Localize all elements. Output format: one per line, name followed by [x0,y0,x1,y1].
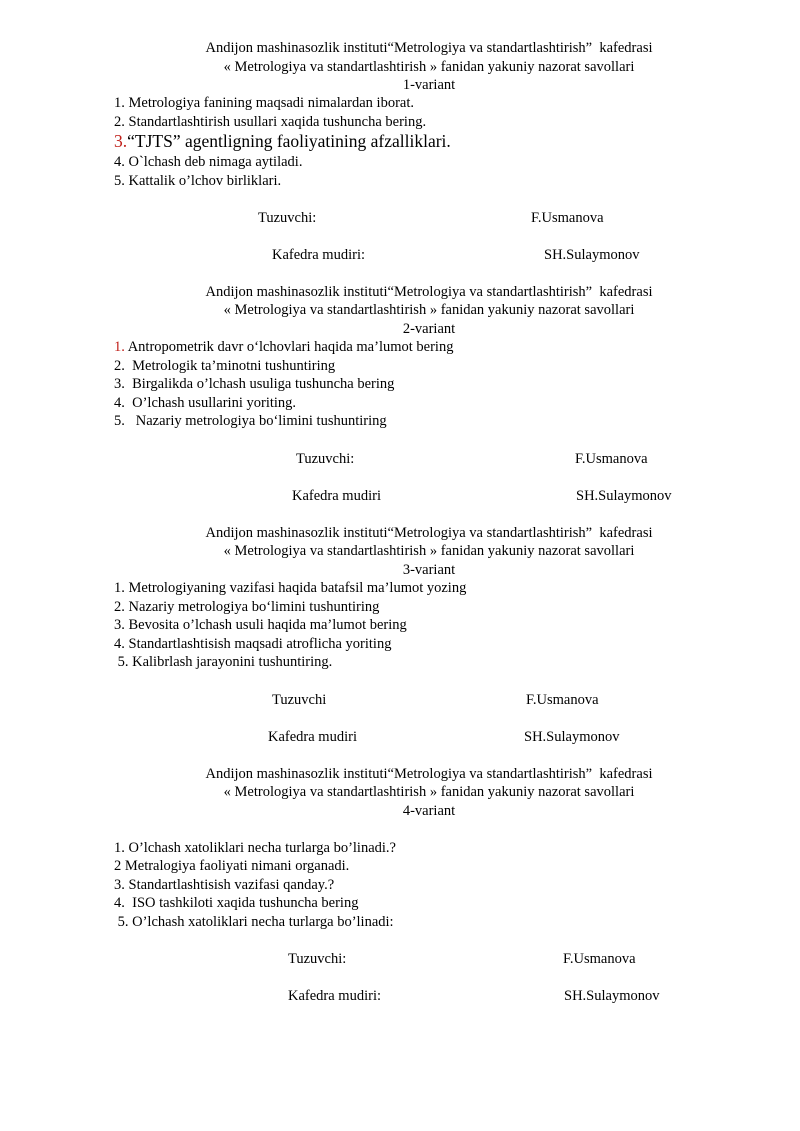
question-item [114,894,358,912]
question-text: Kattalik o’lchov birliklari. [124,173,282,189]
question-number: 4. [114,154,125,170]
question-item [114,94,414,112]
question-item [114,579,466,597]
question-number: 3. [114,131,128,151]
question-text: Metralogiya faoliyati nimani organadi. [121,858,350,874]
question-number: 5. [114,413,125,429]
question-text: Birgalikda o’lchash usuliga tushuncha bering [124,376,395,392]
question-number: 4. [114,636,125,652]
question-number: 4. [114,895,125,911]
question-item [114,653,332,671]
head-name: SH.Sulaymonov [544,247,640,263]
compiler-label: Tuzuvchi: [288,951,347,967]
compiler-name: F.Usmanova [526,692,599,708]
question-item [114,131,451,151]
question-item [114,598,379,616]
question-item [114,113,426,131]
header-subject: « Metrologiya va standartlashtirish » fanidan yakuniy nazorat savollari [223,59,635,75]
question-number: 3. [114,877,125,893]
question-item [114,913,394,931]
question-number: 2. [114,358,125,374]
question-item [114,876,334,894]
question-text: Standartlashtisish vazifasi qanday.? [124,877,335,893]
question-text: Standartlashtisish maqsadi atroflicha yoriting [124,636,392,652]
variant-label: 4-variant [402,803,456,819]
question-item [114,153,302,171]
question-number: 2 [114,858,122,874]
question-number: 2. [114,599,125,615]
header-institute: Andijon mashinasozlik instituti“Metrologiya va standartlashtirish” kafedrasi [205,766,653,782]
question-item [114,375,394,393]
question-item [114,839,396,857]
question-number: 5. [114,173,125,189]
question-number: 1. [114,840,125,856]
header-institute: Andijon mashinasozlik instituti“Metrologiya va standartlashtirish” kafedrasi [205,284,653,300]
question-text: O’lchash xatoliklari necha turlarga bo’linadi.? [124,840,396,856]
question-text: O’lchash usullarini yoriting. [124,395,297,411]
question-text: Standartlashtirish usullari xaqida tushuncha bering. [124,114,427,130]
header-institute: Andijon mashinasozlik instituti“Metrologiya va standartlashtirish” kafedrasi [205,525,653,541]
head-name: SH.Sulaymonov [524,729,620,745]
question-number: 5. [114,654,129,670]
head-label: Kafedra mudiri: [288,988,382,1004]
question-text: Kalibrlash jarayonini tushuntiring. [128,654,333,670]
question-text: Metrologik ta’minotni tushuntiring [124,358,336,374]
question-text: Antropometrik davr o‘lchovlari haqida ma’lumot bering [124,339,454,355]
compiler-name: F.Usmanova [531,210,604,226]
question-number: 1. [114,580,125,596]
question-number: 1. [114,95,125,111]
variant-label: 2-variant [402,321,456,337]
question-number: 4. [114,395,125,411]
question-item [114,357,335,375]
compiler-label: Tuzuvchi [272,692,327,708]
compiler-label: Tuzuvchi: [296,451,355,467]
header-subject: « Metrologiya va standartlashtirish » fanidan yakuniy nazorat savollari [223,302,635,318]
header-subject: « Metrologiya va standartlashtirish » fanidan yakuniy nazorat savollari [223,543,635,559]
head-label: Kafedra mudiri [268,729,357,745]
question-item [114,172,281,190]
question-number: 3. [114,376,125,392]
header-institute: Andijon mashinasozlik instituti“Metrologiya va standartlashtirish” kafedrasi [205,40,653,56]
question-item [114,616,407,634]
head-label: Kafedra mudiri: [272,247,366,263]
question-number: 5. [114,914,129,930]
question-text: O’lchash xatoliklari necha turlarga bo’linadi: [128,914,394,930]
question-text: O`lchash deb nimaga aytiladi. [124,154,303,170]
head-label: Kafedra mudiri [292,488,381,504]
question-number: 2. [114,114,125,130]
question-text: ISO tashkiloti xaqida tushuncha bering [124,895,359,911]
head-name: SH.Sulaymonov [576,488,672,504]
question-item [114,635,391,653]
variant-label: 1-variant [402,77,456,93]
head-name: SH.Sulaymonov [564,988,660,1004]
question-item [114,857,349,875]
header-subject: « Metrologiya va standartlashtirish » fanidan yakuniy nazorat savollari [223,784,635,800]
question-text: Metrologiya fanining maqsadi nimalardan iborat. [124,95,414,111]
question-text: “TJTS” agentligning faoliyatining afzalliklari. [127,131,451,151]
question-number: 3. [114,617,125,633]
compiler-name: F.Usmanova [563,951,636,967]
question-text: Metrologiyaning vazifasi haqida batafsil ma’lumot yozing [124,580,467,596]
compiler-name: F.Usmanova [575,451,648,467]
question-item [114,338,453,356]
question-text: Nazariy metrologiya bo‘limini tushuntiring [124,599,380,615]
variant-label: 3-variant [402,562,456,578]
question-text: Nazariy metrologiya bo‘limini tushuntiring [124,413,387,429]
compiler-label: Tuzuvchi: [258,210,317,226]
question-item [114,394,296,412]
question-text: Bevosita o’lchash usuli haqida ma’lumot bering [124,617,407,633]
question-item [114,412,387,430]
question-number: 1. [114,339,125,355]
